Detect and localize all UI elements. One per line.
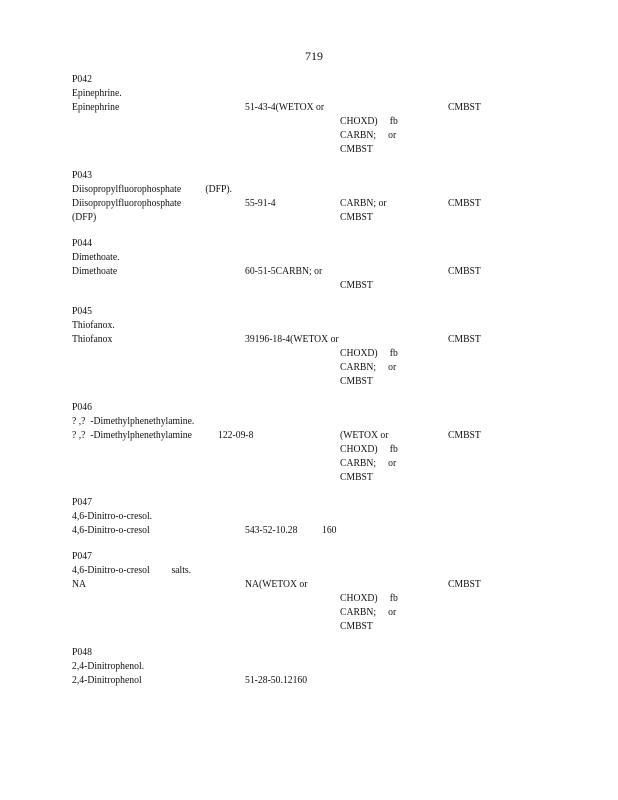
technology-line: CMBST	[340, 620, 373, 632]
technology-line: CMBST	[340, 375, 373, 387]
cas-number: 55-91-4	[245, 197, 276, 209]
constituent-name: Dimethoate	[72, 265, 118, 277]
constituent-name: Thiofanox	[72, 333, 113, 345]
constituent-name: Diisopropylfluorophosphate	[72, 197, 182, 209]
waste-code: P042	[72, 73, 92, 85]
technology-line: CHOXD) fb	[340, 443, 398, 455]
standard: CMBST	[448, 197, 481, 209]
standard: CMBST	[448, 429, 481, 441]
waste-name: Thiofanox.	[72, 319, 115, 331]
technology-line: CHOXD) fb	[340, 592, 398, 604]
waste-name: 4,6-Dinitro-o-cresol salts.	[72, 564, 192, 576]
waste-name: 4,6-Dinitro-o-cresol.	[72, 510, 153, 522]
waste-name: Dimethoate.	[72, 251, 120, 263]
technology-line: CMBST	[340, 211, 373, 223]
technology-line: CARBN; or	[340, 606, 397, 618]
technology-line: CMBST	[340, 279, 373, 291]
standard: CMBST	[448, 333, 481, 345]
standard: CMBST	[448, 101, 481, 113]
concentration: 160	[322, 524, 337, 536]
cas-number: 122-09-8	[218, 429, 254, 441]
cas-number: 51-28-50.12160	[245, 674, 308, 686]
technology-line: (WETOX or	[340, 429, 389, 441]
waste-name: Diisopropylfluorophosphate (DFP).	[72, 183, 232, 195]
technology-line: CHOXD) fb	[340, 115, 398, 127]
constituent-name: ? ,? -Dimethylphenethylamine	[72, 429, 192, 441]
cas-number: 543-52-10.28	[245, 524, 298, 536]
cas-number: 51-43-4(WETOX or	[245, 101, 325, 113]
constituent-name: NA	[72, 578, 86, 590]
technology-line: CHOXD) fb	[340, 347, 398, 359]
waste-name: 2,4-Dinitrophenol.	[72, 660, 145, 672]
technology-line: CARBN; or	[340, 129, 397, 141]
constituent-name: 4,6-Dinitro-o-cresol	[72, 524, 150, 536]
constituent-name: 2,4-Dinitrophenol	[72, 674, 142, 686]
cas-number: 60-51-5CARBN; or	[245, 265, 323, 277]
cas-number: 39196-18-4(WETOX or	[245, 333, 339, 345]
waste-code: P046	[72, 401, 92, 413]
waste-name: ? ,? -Dimethylphenethylamine.	[72, 415, 195, 427]
constituent-name: (DFP)	[72, 211, 97, 223]
waste-code: P043	[72, 169, 92, 181]
technology-line: CARBN; or	[340, 197, 387, 209]
waste-code: P045	[72, 305, 92, 317]
technology-line: CMBST	[340, 471, 373, 483]
technology-line: CMBST	[340, 143, 373, 155]
waste-code: P047	[72, 496, 92, 508]
waste-code: P044	[72, 237, 92, 249]
standard: CMBST	[448, 265, 481, 277]
technology-line: CARBN; or	[340, 361, 397, 373]
cas-number: NA(WETOX or	[245, 578, 308, 590]
standard: CMBST	[448, 578, 481, 590]
waste-name: Epinephrine.	[72, 87, 122, 99]
technology-line: CARBN; or	[340, 457, 397, 469]
waste-code: P048	[72, 646, 92, 658]
constituent-name: Epinephrine	[72, 101, 120, 113]
waste-code: P047	[72, 550, 92, 562]
page-number: 719	[305, 49, 323, 63]
